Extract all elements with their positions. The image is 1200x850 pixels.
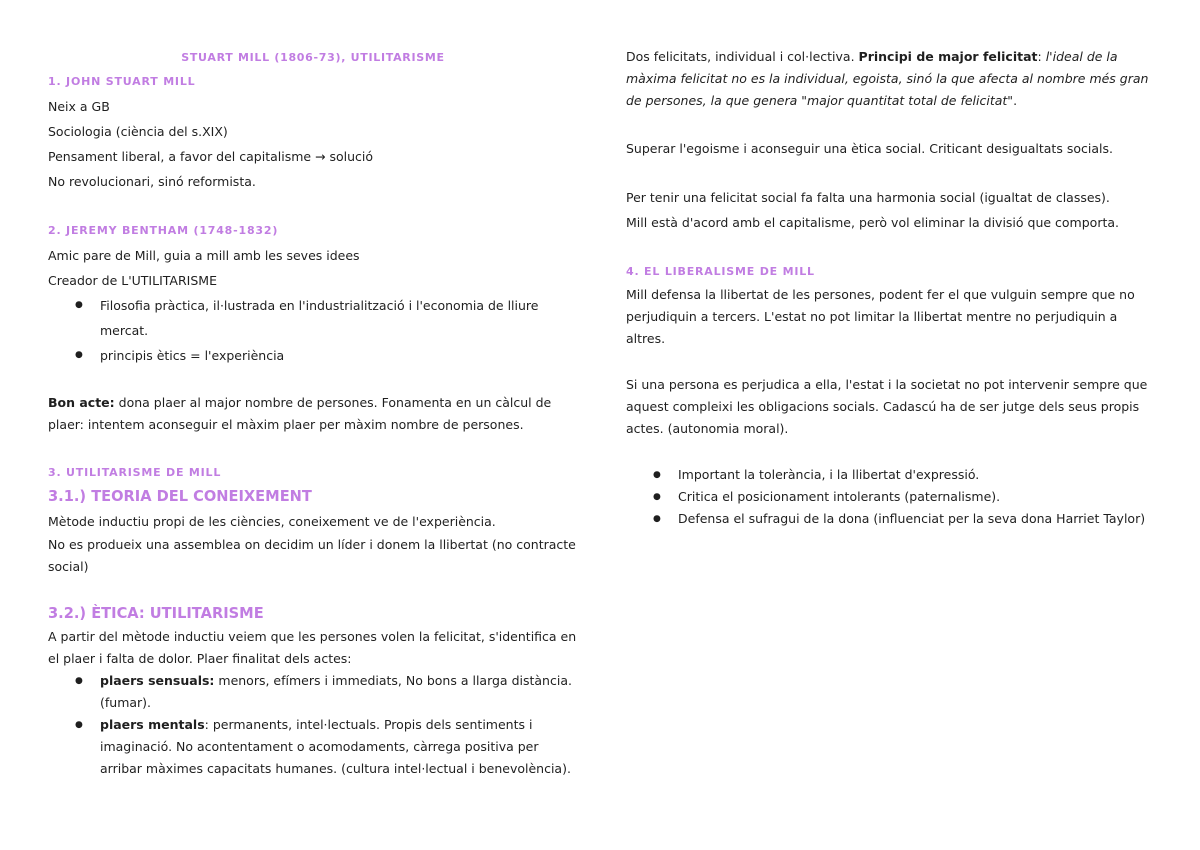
text-line: Creador de L'UTILITARISME bbox=[48, 273, 217, 288]
pleasure-text: menors, efímers i immediats, No bons a llarga distància. (fumar). bbox=[100, 673, 572, 710]
bon-acte-paragraph bbox=[48, 392, 578, 436]
text-line: Pensament liberal, a favor del capitalisme → solució bbox=[48, 149, 374, 164]
text-span: Dos felicitats, individual i col·lectiva. bbox=[626, 49, 859, 64]
text-line: Sociologia (ciència del s.XIX) bbox=[48, 124, 228, 139]
liberalisme-paragraph-1: Mill defensa la llibertat de les persones, podent fer el que vulguin sempre que no perjudiquin a tercers. L'estat no pot limitar la llibertat mentre no perjudiquin a altres. bbox=[626, 287, 1135, 346]
felicitat-paragraph bbox=[626, 46, 1156, 112]
pleasures-bullet-list bbox=[48, 670, 578, 780]
subsection-heading-teoria-coneixement: 3.1.) TEORIA DEL CONEIXEMENT bbox=[48, 488, 312, 505]
text-span: : bbox=[1037, 49, 1046, 64]
principle-definition: l'ideal de la màxima felicitat no es la individual, egoista, sinó la que afecta al nombre més gran de persones, la que genera "major quantitat total de felicitat" bbox=[626, 49, 1149, 108]
section-heading-utilitarisme-mill: 3. UTILITARISME DE MILL bbox=[48, 466, 222, 479]
section-heading-john-stuart-mill: 1. JOHN STUART MILL bbox=[48, 75, 196, 88]
spacer bbox=[626, 112, 1156, 136]
text-line: Neix a GB bbox=[48, 99, 110, 114]
spacer bbox=[626, 440, 1156, 464]
principle-label: Principi de major felicitat bbox=[858, 49, 1038, 64]
list-item bbox=[100, 670, 578, 714]
spacer bbox=[48, 436, 578, 460]
right-column bbox=[626, 46, 1156, 530]
subsection-heading-etica-utilitarisme: 3.2.) ÈTICA: UTILITARISME bbox=[48, 605, 264, 622]
bentham-bullet-list bbox=[48, 293, 578, 368]
left-column bbox=[48, 46, 578, 780]
spacer bbox=[626, 161, 1156, 185]
list-item: ● Defensa el sufragui de la dona (influenciat per la seva dona Harriet Taylor) bbox=[678, 508, 1156, 530]
etica-intro-paragraph: A partir del mètode inductiu veiem que les persones volen la felicitat, s'identifica en el plaer i falta de dolor. Plaer finalitat dels actes: bbox=[48, 629, 577, 666]
text-line: Mill està d'acord amb el capitalisme, però vol eliminar la divisió que comporta. bbox=[626, 215, 1119, 230]
text-line: No es produeix una assemblea on decidim un líder i donem la llibertat (no contracte social) bbox=[48, 537, 576, 574]
spacer bbox=[48, 194, 578, 218]
liberalisme-bullet-list bbox=[626, 464, 1156, 530]
text-line: Per tenir una felicitat social fa falta una harmonia social (igualtat de classes). bbox=[626, 190, 1110, 205]
list-item: ● Important la tolerància, i la llibertat d'expressió. bbox=[678, 464, 1156, 486]
section-heading-jeremy-bentham: 2. JEREMY BENTHAM (1748-1832) bbox=[48, 224, 279, 237]
text-span: . bbox=[1013, 93, 1018, 108]
text-line: Amic pare de Mill, guia a mill amb les seves idees bbox=[48, 248, 360, 263]
list-item: ● Filosofia pràctica, il·lustrada en l'industrialització i l'economia de lliure mercat. bbox=[100, 293, 578, 343]
pleasure-label: plaers sensuals: bbox=[100, 673, 215, 688]
text-line: No revolucionari, sinó reformista. bbox=[48, 174, 256, 189]
list-item bbox=[100, 714, 578, 780]
spacer bbox=[48, 368, 578, 392]
liberalisme-paragraph-2: Si una persona es perjudica a ella, l'estat i la societat no pot intervenir sempre que aquest compleixi les obligacions socials. Cadascú ha de ser jutge dels seus propis actes. (autonomia moral). bbox=[626, 377, 1148, 436]
spacer bbox=[48, 578, 578, 602]
pleasure-label: plaers mentals bbox=[100, 717, 205, 732]
egoisme-paragraph: Superar l'egoisme i aconseguir una ètica social. Criticant desigualtats socials. bbox=[626, 141, 1113, 156]
bon-acte-text: dona plaer al major nombre de persones. Fonamenta en un càlcul de plaer: intentem aconseguir el màxim plaer per màxim nombre de persones. bbox=[48, 395, 552, 432]
spacer bbox=[626, 235, 1156, 259]
list-item: ● Critica el posicionament intolerants (paternalisme). bbox=[678, 486, 1156, 508]
text-line: Mètode inductiu propi de les ciències, coneixement ve de l'experiència. bbox=[48, 514, 496, 529]
spacer bbox=[626, 350, 1156, 374]
list-item: ● principis ètics = l'experiència bbox=[100, 343, 578, 368]
section-heading-liberalisme-mill: 4. EL LIBERALISME DE MILL bbox=[626, 265, 815, 278]
document-title: STUART MILL (1806-73), UTILITARISME bbox=[181, 51, 445, 64]
bon-acte-label: Bon acte: bbox=[48, 395, 115, 410]
pleasure-text: : permanents, intel·lectuals. Propis dels sentiments i imaginació. No acontentament o acomodaments, càrrega positiva per arribar màximes capacitats humanes. (cultura intel·lectual i benevolència). bbox=[100, 717, 571, 776]
